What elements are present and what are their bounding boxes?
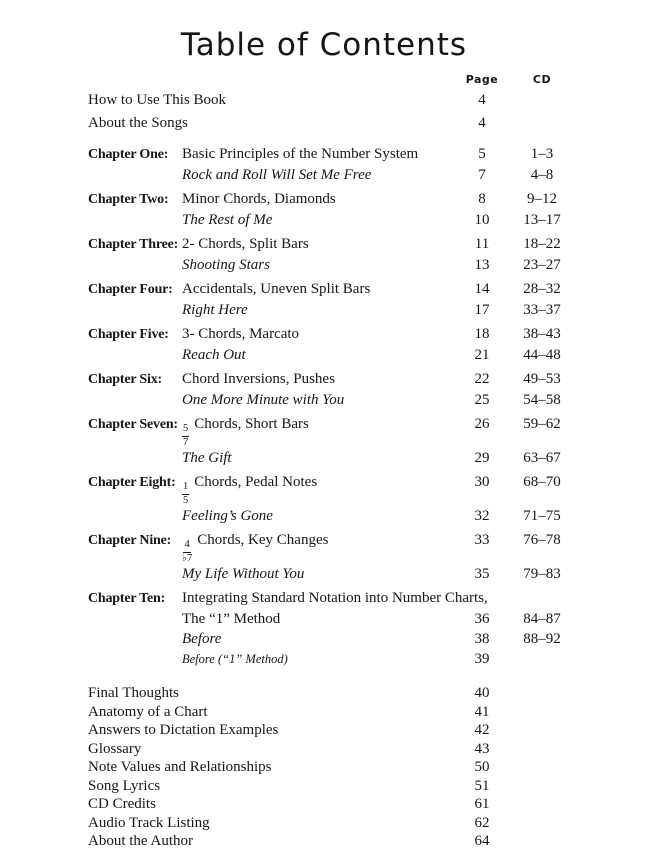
chapter-row xyxy=(88,144,648,165)
song-title: My Life Without You xyxy=(182,566,305,582)
chapter-row xyxy=(88,649,648,669)
chapter-topic: Integrating Standard Notation into Number Charts, xyxy=(182,590,488,606)
chapter-topic xyxy=(182,472,454,506)
chapter-row xyxy=(88,189,648,210)
page-number: 8 xyxy=(478,191,486,207)
page-number: 32 xyxy=(474,508,490,524)
page-number: 7 xyxy=(478,167,486,183)
toc-row xyxy=(88,814,648,833)
chapter-block xyxy=(88,472,648,526)
chapter-block xyxy=(88,144,648,185)
page-number: 43 xyxy=(474,740,490,757)
page-number: 62 xyxy=(474,814,490,831)
cd-tracks: 76–78 xyxy=(523,532,561,548)
chapter-block xyxy=(88,588,648,669)
chapter-topic-text: Chords, Key Changes xyxy=(197,532,329,548)
page-number: 51 xyxy=(474,777,490,794)
toc-row xyxy=(88,758,648,777)
section-title: Anatomy of a Chart xyxy=(88,703,208,720)
song-title: Right Here xyxy=(182,302,248,318)
chapter-label: Chapter Six: xyxy=(88,372,162,387)
cd-tracks: 44–48 xyxy=(523,347,561,363)
toc-row xyxy=(88,684,648,703)
page-number: 14 xyxy=(474,281,490,297)
chapter-row xyxy=(88,530,648,564)
cd-tracks: 18–22 xyxy=(523,236,561,252)
page-number: 61 xyxy=(474,796,490,812)
song-title: Before xyxy=(182,631,222,647)
song-title: Feeling’s Gone xyxy=(182,508,273,524)
cd-tracks: 84–87 xyxy=(523,611,561,627)
chapter-row xyxy=(88,588,648,609)
toc-table xyxy=(88,73,648,851)
chapter-label: Chapter Three: xyxy=(88,237,179,252)
song-title: Before (“1” Method) xyxy=(182,652,288,666)
page-number: 11 xyxy=(474,236,490,252)
song-title: The Rest of Me xyxy=(182,212,273,228)
chapter-label: Chapter Five: xyxy=(88,327,169,342)
chapter-row xyxy=(88,210,648,230)
cd-tracks: 49–53 xyxy=(523,371,561,387)
chapter-row xyxy=(88,629,648,649)
page-number: 42 xyxy=(474,722,490,738)
page-number: 26 xyxy=(474,416,490,432)
page-number: 64 xyxy=(474,833,490,849)
page-number: 35 xyxy=(474,566,490,582)
cd-tracks: 54–58 xyxy=(523,392,561,408)
chapter-label: Chapter One: xyxy=(88,147,169,162)
chapter-row xyxy=(88,165,648,185)
page-number: 10 xyxy=(474,212,490,228)
fraction-denominator: ♭7 xyxy=(182,552,193,564)
chapter-label: Chapter Eight: xyxy=(88,475,176,490)
section-title: About the Songs xyxy=(88,115,189,131)
page-number: 21 xyxy=(474,347,490,363)
cd-tracks: 28–32 xyxy=(523,281,561,297)
chapter-topic: 2- Chords, Split Bars xyxy=(182,236,309,252)
toc-row xyxy=(88,740,648,759)
chapter-block xyxy=(88,530,648,584)
chapter-block xyxy=(88,279,648,320)
chapter-row xyxy=(88,506,648,526)
chapter-row xyxy=(88,324,648,345)
section-title: Glossary xyxy=(88,740,142,757)
page-number: 4 xyxy=(478,92,486,108)
chapter-topic: Accidentals, Uneven Split Bars xyxy=(182,281,371,297)
song-title: Rock and Roll Will Set Me Free xyxy=(182,167,372,183)
chapters-section xyxy=(88,144,648,669)
chapter-row xyxy=(88,300,648,320)
page-number: 40 xyxy=(474,685,490,701)
toc-row xyxy=(88,89,648,112)
chapter-row xyxy=(88,279,648,300)
page-number: 25 xyxy=(474,392,490,408)
chapter-topic xyxy=(182,530,454,564)
back-matter-section xyxy=(88,684,648,851)
cd-tracks: 33–37 xyxy=(523,302,561,318)
toc-row xyxy=(88,795,648,814)
chapter-row xyxy=(88,390,648,410)
section-title: Song Lyrics xyxy=(88,777,161,794)
chapter-topic: 3- Chords, Marcato xyxy=(182,326,300,342)
cd-column-header: CD xyxy=(532,73,552,86)
chapter-row xyxy=(88,609,648,629)
cd-tracks: 88–92 xyxy=(523,631,561,647)
chapter-block xyxy=(88,369,648,410)
chapter-topic: Chord Inversions, Pushes xyxy=(182,371,335,387)
toc-row xyxy=(88,112,648,135)
page-number: 13 xyxy=(474,257,490,273)
chapter-block xyxy=(88,189,648,230)
page-number: 36 xyxy=(474,611,490,627)
song-title: One More Minute with You xyxy=(182,392,345,408)
section-title: Final Thoughts xyxy=(88,685,179,701)
chapter-block xyxy=(88,234,648,275)
chapter-block xyxy=(88,324,648,365)
chapter-row xyxy=(88,414,648,448)
toc-row xyxy=(88,832,648,851)
chord-fraction xyxy=(182,540,192,564)
section-title: Audio Track Listing xyxy=(88,814,210,831)
page-number: 4 xyxy=(478,115,486,131)
cd-tracks: 9–12 xyxy=(527,191,557,207)
page-number: 50 xyxy=(474,759,490,775)
fraction-numerator: 1 xyxy=(182,482,189,495)
cd-tracks: 38–43 xyxy=(523,326,561,342)
cd-tracks: 79–83 xyxy=(523,566,561,582)
page-number: 33 xyxy=(474,532,490,548)
chapter-label: Chapter Seven: xyxy=(88,417,178,432)
fraction-denominator: 5 xyxy=(183,494,189,506)
cd-tracks: 68–70 xyxy=(523,474,561,490)
cd-tracks: 13–17 xyxy=(523,212,561,228)
cd-tracks: 71–75 xyxy=(523,508,561,524)
fraction-numerator: 4 xyxy=(183,540,190,553)
chapter-row xyxy=(88,448,648,468)
page-number: 39 xyxy=(474,651,490,667)
page-number: 29 xyxy=(474,450,490,466)
chapter-topic: Basic Principles of the Number System xyxy=(182,146,419,162)
page-number: 30 xyxy=(474,474,490,490)
chapter-topic-text: Chords, Short Bars xyxy=(194,416,309,432)
cd-tracks: 23–27 xyxy=(523,257,561,273)
chapter-label: Chapter Two: xyxy=(88,192,169,207)
page-column-header: Page xyxy=(465,73,499,86)
chord-fraction xyxy=(182,424,189,448)
chapter-row xyxy=(88,345,648,365)
chapter-label: Chapter Four: xyxy=(88,282,173,297)
chapter-topic: Minor Chords, Diamonds xyxy=(182,191,336,207)
page-number: 38 xyxy=(474,631,490,647)
song-title: The Gift xyxy=(182,450,232,466)
chapter-topic: The “1” Method xyxy=(182,611,281,627)
page-number: 22 xyxy=(474,371,490,387)
chapter-topic xyxy=(182,414,454,448)
section-title: Note Values and Relationships xyxy=(88,759,272,775)
cd-tracks: 1–3 xyxy=(530,146,554,162)
chapter-row xyxy=(88,234,648,255)
cd-tracks: 4–8 xyxy=(530,167,554,183)
column-headers xyxy=(88,73,648,86)
fraction-numerator: 5 xyxy=(182,424,189,437)
section-title: Answers to Dictation Examples xyxy=(88,722,279,738)
section-title: About the Author xyxy=(88,833,193,849)
page-number: 18 xyxy=(474,326,490,342)
page-title: Table of Contents xyxy=(180,27,468,63)
song-title: Shooting Stars xyxy=(182,257,270,273)
fraction-denominator: 7 xyxy=(183,436,189,448)
chapter-row xyxy=(88,472,648,506)
toc-row xyxy=(88,777,648,796)
chapter-row xyxy=(88,564,648,584)
song-title: Reach Out xyxy=(182,347,246,363)
chapter-row xyxy=(88,369,648,390)
cd-tracks: 59–62 xyxy=(523,416,561,432)
chapter-block xyxy=(88,414,648,468)
chapter-row xyxy=(88,255,648,275)
chapter-label: Chapter Nine: xyxy=(88,533,172,548)
toc-row xyxy=(88,703,648,722)
chapter-label: Chapter Ten: xyxy=(88,591,166,606)
chapter-topic-text: Chords, Pedal Notes xyxy=(194,474,318,490)
chord-fraction xyxy=(182,482,189,506)
toc-row xyxy=(88,721,648,740)
front-matter-section xyxy=(88,89,648,135)
section-title: CD Credits xyxy=(88,796,156,812)
cd-tracks: 63–67 xyxy=(523,450,561,466)
page-number: 41 xyxy=(474,703,490,720)
page-number: 17 xyxy=(474,302,490,318)
section-title: How to Use This Book xyxy=(88,92,227,108)
page-number: 5 xyxy=(478,146,486,162)
